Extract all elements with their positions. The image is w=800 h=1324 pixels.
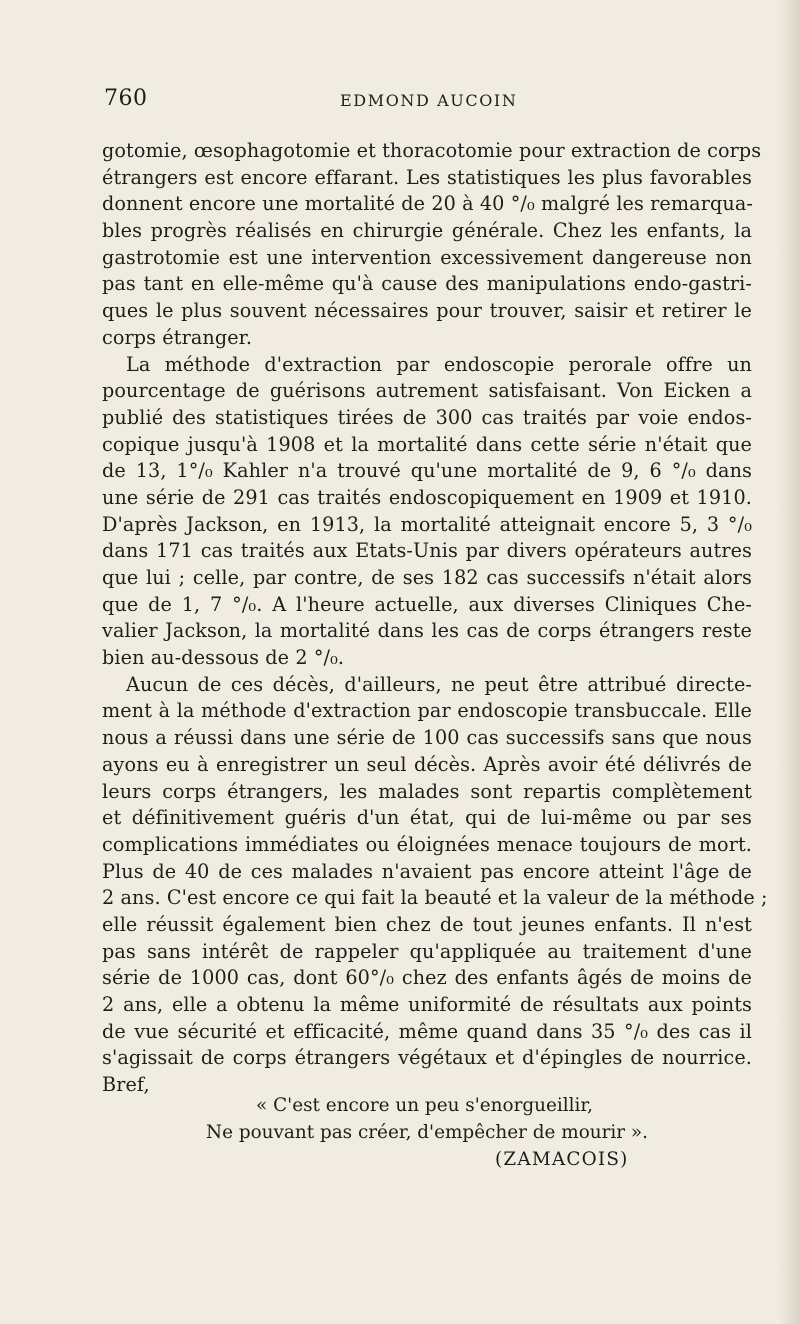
text-line: Aucun de ces décès, d'ailleurs, ne peut être attribué directe- (126, 672, 752, 696)
text-line: 2 ans. C'est encore ce qui fait la beauté et la valeur de la méthode ; (102, 886, 768, 910)
text-line: et définitivement guéris d'un état, qui de lui-même ou par ses (102, 806, 752, 830)
body-text (102, 138, 768, 1099)
page-header (104, 86, 754, 116)
text-line: D'après Jackson, en 1913, la mortalité atteignait encore 5, 3 °/₀ (102, 512, 752, 536)
quote-attribution: (ZAMACOIS) (495, 1149, 629, 1170)
text-line: Plus de 40 de ces malades n'avaient pas encore atteint l'âge de (102, 859, 752, 883)
text-line: nous a réussi dans une série de 100 cas successifs sans que nous (102, 726, 752, 750)
quote-line: « C'est encore un peu s'enorgueillir, (256, 1095, 594, 1116)
running-head: EDMOND AUCOIN (340, 91, 518, 110)
text-line: complications immédiates ou éloignées menace toujours de mort. (102, 832, 752, 856)
text-line: bien au-dessous de 2 °/₀. (102, 646, 345, 670)
text-line: pas sans intérêt de rappeler qu'appliquée au traitement d'une (102, 939, 752, 963)
text-line: valier Jackson, la mortalité dans les cas de corps étrangers reste (102, 619, 752, 643)
text-line: pas tant en elle-même qu'à cause des manipulations endo-gastri- (102, 272, 752, 296)
text-line: de vue sécurité et efficacité, même quand dans 35 °/₀ des cas il (102, 1019, 752, 1043)
text-line: dans 171 cas traités aux Etats-Unis par divers opérateurs autres (102, 539, 752, 563)
text-line: ques le plus souvent nécessaires pour trouver, saisir et retirer le (102, 299, 752, 323)
verse-quotation (206, 1092, 706, 1146)
text-line: La méthode d'extraction par endoscopie perorale offre un (126, 352, 752, 376)
text-line: copique jusqu'à 1908 et la mortalité dans cette série n'était que (102, 432, 752, 456)
page-number: 760 (104, 86, 148, 111)
quote-line: Ne pouvant pas créer, d'empêcher de mourir ». (206, 1122, 649, 1143)
text-line: gastrotomie est une intervention excessivement dangereuse non (102, 245, 752, 269)
text-line: elle réussit également bien chez de tout jeunes enfants. Il n'est (102, 912, 752, 936)
text-line: 2 ans, elle a obtenu la même uniformité de résultats aux points (102, 993, 752, 1016)
text-line: gotomie, œsophagotomie et thoracotomie pour extraction de corps (102, 139, 762, 162)
text-line: s'agissait de corps étrangers végétaux et d'épingles de nourrice. (102, 1046, 752, 1070)
page-edge-shadow (778, 0, 800, 1324)
text-line: de 13, 1°/₀ Kahler n'a trouvé qu'une mortalité de 9, 6 °/₀ dans (102, 459, 752, 483)
text-line: bles progrès réalisés en chirurgie générale. Chez les enfants, la (102, 219, 752, 243)
text-line: Bref, (102, 1073, 150, 1097)
text-line: étrangers est encore effarant. Les statistiques les plus favorables (102, 165, 752, 189)
text-line: une série de 291 cas traités endoscopiquement en 1909 et 1910. (102, 485, 752, 509)
text-line: pourcentage de guérisons autrement satisfaisant. Von Eicken a (102, 379, 752, 403)
text-line: publié des statistiques tirées de 300 cas traités par voie endos- (102, 405, 752, 429)
text-line: que de 1, 7 °/₀. A l'heure actuelle, aux diverses Cliniques Che- (102, 592, 752, 616)
text-line: ayons eu à enregistrer un seul décès. Après avoir été délivrés de (102, 752, 752, 776)
text-line: donnent encore une mortalité de 20 à 40 °/₀ malgré les remarqua- (102, 192, 753, 216)
text-line: que lui ; celle, par contre, de ses 182 cas successifs n'était alors (102, 566, 752, 589)
text-line: leurs corps étrangers, les malades sont repartis complètement (102, 779, 752, 803)
text-line: corps étranger. (102, 325, 253, 349)
text-line: série de 1000 cas, dont 60°/₀ chez des enfants âgés de moins de (102, 966, 752, 990)
text-line: ment à la méthode d'extraction par endoscopie transbuccale. Elle (102, 699, 752, 723)
